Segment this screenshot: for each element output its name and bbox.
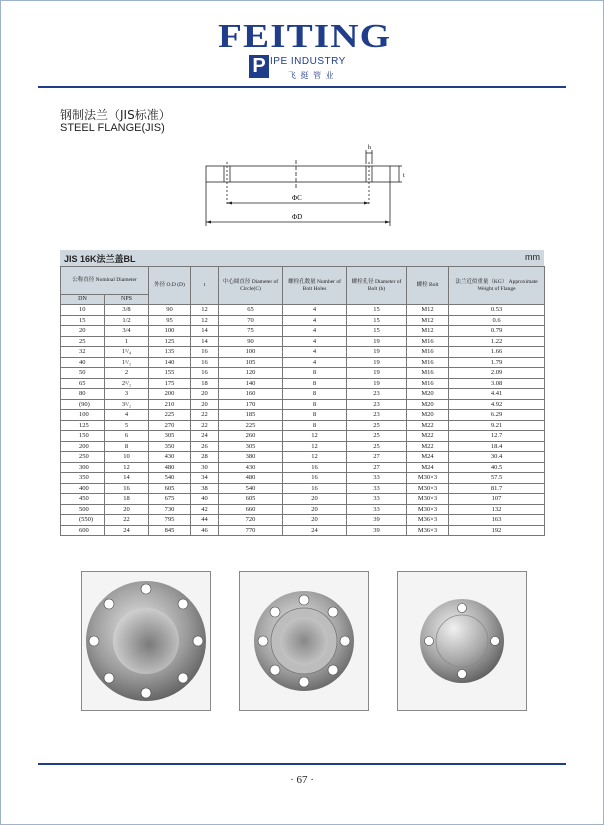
table-row [61,368,545,379]
table-cell: 15 [347,305,407,316]
table-cell: 16 [191,347,219,358]
table-cell: 65 [219,305,283,316]
table-cell: 15 [347,315,407,326]
table-cell: 125 [61,420,105,431]
table-unit: mm [525,252,540,262]
table-cell: 795 [149,515,191,526]
table-cell: 540 [149,473,191,484]
table-row [61,452,545,463]
table-cell: M30×3 [407,473,449,484]
table-cell: 46 [191,525,219,536]
table-cell: 25 [347,420,407,431]
table-cell: 8 [283,389,347,400]
table-cell: (90) [61,399,105,410]
table-cell: 8 [105,441,149,452]
table-cell: 40 [191,494,219,505]
table-cell: 3.08 [449,378,545,389]
table-cell: 30 [191,462,219,473]
table-cell: 57.5 [449,473,545,484]
table-cell: M20 [407,399,449,410]
table-row [61,326,545,337]
table-title: JIS 16K法兰盖BL [64,254,136,264]
table-cell: 8 [283,410,347,421]
table-cell: 1.66 [449,347,545,358]
table-cell: 12 [105,462,149,473]
table-cell: 28 [191,452,219,463]
table-cell: 605 [149,483,191,494]
table-cell: 19 [347,378,407,389]
header-od: 外径 O.D (D) [149,267,191,305]
table-cell: 50 [61,368,105,379]
brand-letter: P [249,55,269,78]
table-cell: 12 [283,452,347,463]
table-cell: 10 [61,305,105,316]
table-cell: M16 [407,357,449,368]
header-dn: DN [61,295,105,305]
table-cell: 600 [61,525,105,536]
table-row [61,357,545,368]
table-cell: 16 [283,462,347,473]
table-cell: 350 [149,441,191,452]
table-row [61,315,545,326]
table-cell: 200 [61,441,105,452]
table-cell: 20 [283,515,347,526]
table-cell: M30×3 [407,483,449,494]
table-cell: 3/8 [105,305,149,316]
table-cell: 20 [191,399,219,410]
table-cell: 2.09 [449,368,545,379]
table-cell: 192 [449,525,545,536]
table-cell: M16 [407,378,449,389]
header-t: t [191,267,219,305]
table-cell: 225 [149,410,191,421]
table-cell: 480 [219,473,283,484]
table-cell: 75 [219,326,283,337]
page-number: · 67 · [290,774,314,786]
table-cell: 90 [219,336,283,347]
header-nps: NPS [105,295,149,305]
table-cell: 210 [149,399,191,410]
table-cell: 25 [347,441,407,452]
table-cell: 6.29 [449,410,545,421]
table-cell: 163 [449,515,545,526]
table-cell: 4 [105,410,149,421]
table-cell: 730 [149,504,191,515]
table-cell: 40 [61,357,105,368]
table-cell: 175 [149,378,191,389]
table-cell: 8 [283,399,347,410]
table-cell: 135 [149,347,191,358]
dim-h: h [368,145,371,151]
table-cell: 19 [347,336,407,347]
table-cell: 107 [449,494,545,505]
table-cell: 6 [105,431,149,442]
header-circle: 中心圆直径 Diameter of Circle(C) [219,267,283,305]
table-cell: 1 [105,336,149,347]
table-cell: 4 [283,326,347,337]
table-cell: 4 [283,305,347,316]
table-cell: 38 [191,483,219,494]
table-cell: 200 [149,389,191,400]
table-cell: 8 [283,368,347,379]
table-cell: 300 [61,462,105,473]
table-cell: 675 [149,494,191,505]
photo-slip-on-flange-raised [239,571,369,711]
table-cell: 480 [149,462,191,473]
table-cell: 20 [61,326,105,337]
table-cell: M24 [407,462,449,473]
table-cell: M20 [407,389,449,400]
table-cell: M12 [407,305,449,316]
table-cell: 39 [347,515,407,526]
table-row [61,305,545,316]
table-body [61,305,545,536]
table-cell: 9.21 [449,420,545,431]
table-row [61,389,545,400]
table-cell: 22 [105,515,149,526]
brand-subtitle: IPE INDUSTRY [270,56,346,67]
table-cell: 32 [61,347,105,358]
header-bolt: 螺栓 Bolt [407,267,449,305]
table-cell: 12 [283,441,347,452]
table-cell: 95 [149,315,191,326]
table-cell: 4 [283,357,347,368]
table-cell: M16 [407,347,449,358]
table-cell: 70 [219,315,283,326]
table-cell: 12 [191,305,219,316]
table-row [61,399,545,410]
table-row [61,347,545,358]
table-cell: 4 [283,336,347,347]
table-cell: 27 [347,452,407,463]
header-weight: 法兰近似重量（KG） Approximate Weight of Flange [449,267,545,305]
table-cell: 20 [191,389,219,400]
brand-name: FEITING [218,18,392,55]
table-row [61,410,545,421]
table-cell: 0.53 [449,305,545,316]
table-cell: 18.4 [449,441,545,452]
table-cell: 3¹/₂ [105,399,149,410]
table-cell: 12 [283,431,347,442]
flange-spec-table [60,266,545,536]
table-cell: 14 [191,326,219,337]
table-cell: 24 [105,525,149,536]
table-cell: 120 [219,368,283,379]
table-cell: 845 [149,525,191,536]
table-cell: 250 [61,452,105,463]
table-cell: 720 [219,515,283,526]
table-cell: M22 [407,431,449,442]
table-cell: 430 [219,462,283,473]
table-row [61,473,545,484]
table-cell: 770 [219,525,283,536]
table-cell: 19 [347,368,407,379]
table-cell: 33 [347,504,407,515]
table-cell: 33 [347,483,407,494]
table-cell: 305 [149,431,191,442]
table-row [61,515,545,526]
table-cell: 25 [61,336,105,347]
table-cell: 27 [347,462,407,473]
table-cell: M36×3 [407,525,449,536]
table-cell: 4 [283,347,347,358]
table-cell: 12 [191,315,219,326]
table-row [61,525,545,536]
table-row [61,504,545,515]
brand-chinese: 飞 挺 管 业 [288,71,335,80]
table-cell: 18 [105,494,149,505]
table-cell: M22 [407,420,449,431]
table-cell: 1.22 [449,336,545,347]
photo-slip-on-flange-large [81,571,211,711]
table-cell: 380 [219,452,283,463]
table-cell: M30×3 [407,494,449,505]
table-cell: 100 [61,410,105,421]
table-cell: 80 [61,389,105,400]
table-cell: 23 [347,389,407,400]
table-cell: M22 [407,441,449,452]
flange-drawing [196,140,416,230]
table-cell: 430 [149,452,191,463]
table-cell: 81.7 [449,483,545,494]
table-cell: 14 [191,336,219,347]
table-cell: 15 [347,326,407,337]
table-cell: 660 [219,504,283,515]
table-cell: 4.92 [449,399,545,410]
table-cell: 8 [283,420,347,431]
table-title-bar [60,250,544,266]
table-cell: 540 [219,483,283,494]
table-cell: 500 [61,504,105,515]
dim-t: t [403,173,405,179]
table-cell: 30.4 [449,452,545,463]
table-cell: 33 [347,473,407,484]
table-cell: 125 [149,336,191,347]
table-cell: 15 [61,315,105,326]
table-cell: 16 [105,483,149,494]
table-cell: 22 [191,410,219,421]
table-cell: 24 [283,525,347,536]
table-cell: M16 [407,368,449,379]
table-cell: 225 [219,420,283,431]
table-row [61,462,545,473]
table-cell: 160 [219,389,283,400]
table-cell: 33 [347,494,407,505]
table-cell: 40.5 [449,462,545,473]
table-cell: 1¹/₄ [105,347,149,358]
table-cell: 20 [283,504,347,515]
table-cell: 132 [449,504,545,515]
table-row [61,483,545,494]
table-cell: 260 [219,431,283,442]
table-cell: 150 [61,431,105,442]
table-cell: M20 [407,410,449,421]
table-cell: 140 [219,378,283,389]
header-holes: 螺栓孔数量 Number of Bolt Holes [283,267,347,305]
header-nominal: 公称直径 Nominal Diameter [61,267,149,295]
table-cell: 305 [219,441,283,452]
table-cell: 0.6 [449,315,545,326]
table-cell: 105 [219,357,283,368]
table-cell: 22 [191,420,219,431]
table-cell: M30×3 [407,504,449,515]
dim-d: ΦD [292,213,303,221]
table-cell: 23 [347,399,407,410]
table-cell: 3/4 [105,326,149,337]
table-cell: 8 [283,378,347,389]
table-cell: M16 [407,336,449,347]
table-row [61,441,545,452]
table-cell: 34 [191,473,219,484]
table-cell: 100 [149,326,191,337]
table-row [61,336,545,347]
table-row [61,378,545,389]
table-cell: 23 [347,410,407,421]
table-cell: 450 [61,494,105,505]
photo-blind-flange [397,571,527,711]
table-cell: 5 [105,420,149,431]
table-cell: 12.7 [449,431,545,442]
page-title-en: STEEL FLANGE(JIS) [60,122,165,134]
table-cell: 3 [105,389,149,400]
table-cell: 1/2 [105,315,149,326]
table-cell: 155 [149,368,191,379]
table-cell: 24 [191,431,219,442]
table-cell: 39 [347,525,407,536]
table-cell: 400 [61,483,105,494]
table-cell: 19 [347,347,407,358]
table-cell: 16 [283,483,347,494]
table-cell: 16 [191,368,219,379]
table-cell: 18 [191,378,219,389]
table-cell: 605 [219,494,283,505]
table-cell: 90 [149,305,191,316]
table-cell: 350 [61,473,105,484]
table-row [61,494,545,505]
table-cell: 1¹/₂ [105,357,149,368]
table-cell: 14 [105,473,149,484]
table-cell: 20 [105,504,149,515]
table-cell: 20 [283,494,347,505]
table-cell: M24 [407,452,449,463]
header-rule [38,86,566,88]
table-cell: 10 [105,452,149,463]
table-row [61,420,545,431]
table-cell: 270 [149,420,191,431]
table-cell: M12 [407,315,449,326]
table-cell: M36×3 [407,515,449,526]
table-cell: 4.41 [449,389,545,400]
table-row [61,431,545,442]
table-cell: 0.79 [449,326,545,337]
table-cell: 2¹/₂ [105,378,149,389]
table-cell: 44 [191,515,219,526]
table-cell: (550) [61,515,105,526]
table-cell: 170 [219,399,283,410]
table-cell: 1.79 [449,357,545,368]
table-cell: 100 [219,347,283,358]
header-bolt-dia: 螺栓孔径 Diameter of Bolt (h) [347,267,407,305]
table-cell: 16 [191,357,219,368]
table-cell: 42 [191,504,219,515]
table-cell: M12 [407,326,449,337]
page-title-cn: 钢制法兰（JIS标准） [60,108,171,122]
table-cell: 25 [347,431,407,442]
table-cell: 140 [149,357,191,368]
table-cell: 65 [61,378,105,389]
table-cell: 26 [191,441,219,452]
table-cell: 19 [347,357,407,368]
footer-rule [38,763,566,765]
table-cell: 4 [283,315,347,326]
table-cell: 16 [283,473,347,484]
dim-c: ΦC [292,194,302,202]
table-cell: 2 [105,368,149,379]
table-cell: 185 [219,410,283,421]
